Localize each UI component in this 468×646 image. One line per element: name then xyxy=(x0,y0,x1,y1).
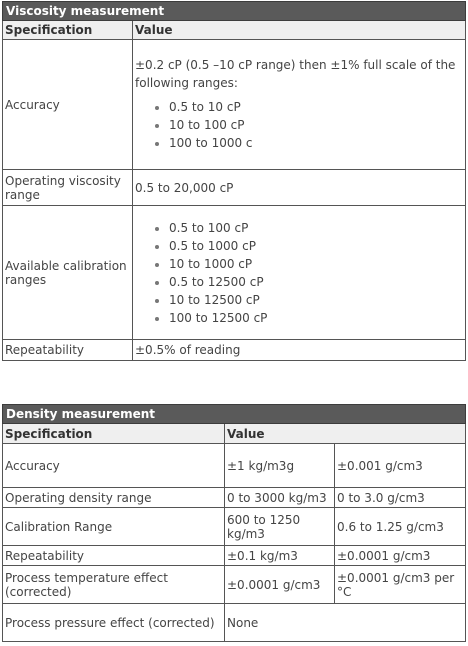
value-cell: 0.5 to 20,000 cP xyxy=(133,170,466,206)
list-item: • 10 to 1000 cP xyxy=(169,255,463,273)
viscosity-table xyxy=(2,1,466,361)
accuracy-range-list xyxy=(135,98,463,152)
spec-cell: Repeatability xyxy=(3,340,133,361)
table-row xyxy=(3,508,466,546)
value-cell: ±0.0001 g/cm3 xyxy=(225,566,335,604)
table-row xyxy=(3,444,466,488)
table-row xyxy=(3,40,466,170)
value-cell: ±0.001 g/cm3 xyxy=(335,444,466,488)
value-cell: ±1 kg/m3g xyxy=(225,444,335,488)
spec-cell: Repeatability xyxy=(3,546,225,566)
list-item: • 0.5 to 1000 cP xyxy=(169,237,463,255)
spec-cell: Operating density range xyxy=(3,488,225,508)
density-col-spec: Specification xyxy=(3,424,225,444)
value-cell: 0 to 3.0 g/cm3 xyxy=(335,488,466,508)
list-item: • 100 to 1000 c xyxy=(169,134,463,152)
spec-cell: Calibration Range xyxy=(3,508,225,546)
value-cell: 0 to 3000 kg/m3 xyxy=(225,488,335,508)
table-row xyxy=(3,546,466,566)
spec-cell: Accuracy xyxy=(3,40,133,170)
spec-cell: Process pressure effect (corrected) xyxy=(3,604,225,642)
value-text: ±0.2 cP (0.5 –10 cP range) then ±1% full scale of the following ranges: xyxy=(135,57,456,90)
spec-cell: Operating viscosity range xyxy=(3,170,133,206)
list-item: • 0.5 to 100 cP xyxy=(169,219,463,237)
value-cell: ±0.5% of reading xyxy=(133,340,466,361)
list-item: • 0.5 to 12500 cP xyxy=(169,273,463,291)
table-row xyxy=(3,206,466,340)
table-row xyxy=(3,566,466,604)
list-item: • 10 to 12500 cP xyxy=(169,291,463,309)
density-col-value: Value xyxy=(225,424,466,444)
table-row xyxy=(3,604,466,642)
value-cell: 600 to 1250 kg/m3 xyxy=(225,508,335,546)
density-title: Density measurement xyxy=(3,405,466,424)
section-gap xyxy=(0,362,468,404)
value-cell: None xyxy=(225,604,466,642)
spec-cell: Available calibration ranges xyxy=(3,206,133,340)
value-cell xyxy=(133,40,466,170)
value-cell: ±0.0001 g/cm3 per °C xyxy=(335,566,466,604)
spec-cell: Accuracy xyxy=(3,444,225,488)
list-item: • 10 to 100 cP xyxy=(169,116,463,134)
value-cell xyxy=(133,206,466,340)
viscosity-col-spec: Specification xyxy=(3,21,133,40)
list-item: • 100 to 12500 cP xyxy=(169,309,463,327)
list-item: • 0.5 to 10 cP xyxy=(169,98,463,116)
table-row xyxy=(3,170,466,206)
table-row xyxy=(3,340,466,361)
spec-cell: Process temperature effect (corrected) xyxy=(3,566,225,604)
value-cell: ±0.1 kg/m3 xyxy=(225,546,335,566)
value-cell: ±0.0001 g/cm3 xyxy=(335,546,466,566)
density-table xyxy=(2,404,466,642)
table-row xyxy=(3,488,466,508)
value-cell: 0.6 to 1.25 g/cm3 xyxy=(335,508,466,546)
viscosity-col-value: Value xyxy=(133,21,466,40)
viscosity-title: Viscosity measurement xyxy=(3,2,466,21)
calibration-range-list xyxy=(135,219,463,327)
